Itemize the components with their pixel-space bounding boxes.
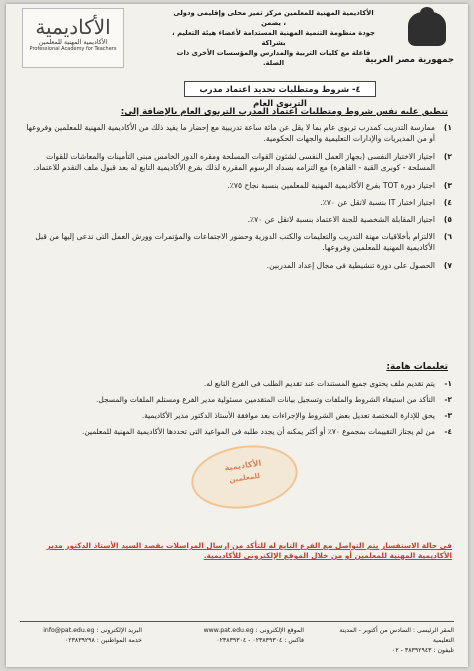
section-title: ٤- شروط ومتطلبات تجديد اعتماد مدرب التربوى العام — [184, 81, 376, 97]
footer-email-block — [20, 626, 142, 646]
note-number: ٢- — [444, 395, 452, 404]
important-notes-list — [22, 379, 452, 443]
requirement-text: الحصول على دورة تنشيطية فى مجال إعداد المدربين. — [266, 261, 435, 270]
footer-address: المقر الرئيسى : السادس من أكتوبر - المدينة التعليمية — [339, 627, 454, 644]
letterhead — [6, 4, 468, 72]
academy-logo — [22, 8, 124, 68]
requirement-text: الالتزام بأخلاقيات مهنة التدريب والتعليمات والكتب الدورية وحضور الاجتماعات والمؤتمرات وورش العمل التى تدعى إليها من قبل الأكاديمية المهنية للمعلمين وفروعها. — [35, 232, 435, 252]
requirements-list — [22, 122, 452, 277]
requirement-item — [22, 260, 452, 271]
note-number: ٤- — [444, 427, 452, 436]
requirement-item — [22, 122, 452, 144]
footer-hotline: خدمة المواطنين : ٠٢٣٨٣٩٢٩٨ — [64, 637, 142, 644]
intro-line: جودة منظومة التنمية المهنية المستدامة لأعضاء هيئة التعليم ، بشراكة — [172, 29, 375, 47]
note-text: التأكد من استيفاء الشروط والملفات وتسجيل بيانات المتقدمين مسئولية مدير الفرع ومستلم الملفات والمسجل. — [96, 395, 435, 404]
academy-logo-mark: الأكاديمية — [35, 15, 111, 39]
requirement-item — [22, 180, 452, 191]
academy-logo-english: Professional Academy for Teachers — [29, 46, 117, 52]
intro-line: فاعلة مع كليات التربية والمدارس والمؤسسات الأخرى ذات الصلة. — [176, 49, 371, 67]
requirement-number: ٦) — [443, 232, 452, 241]
requirement-item — [22, 151, 452, 173]
section-subtitle: تنطبق عليه نفس شروط ومتطلبات اعتماد المدرب التربوى العام بالإضافة إلى: — [120, 107, 448, 117]
requirement-number: ٧) — [443, 261, 452, 270]
academy-intro — [171, 8, 376, 68]
footer-divider — [20, 621, 454, 622]
footer-fax: فاكس : ٠٢٣٨٣٩٣٠٤ - ٠٢٣٨٣٩٣٠٤ — [216, 637, 304, 644]
requirement-text: ممارسة التدريب كمدرب تربوى عام بما لا يقل عن مائة ساعة تدريبية مع إحضار ما يفيد ذلك من الأكاديمية المهنية للمعلمين وفروعها أو من المديريات والإدارات التعليمية والجهات الحكومية. — [26, 123, 435, 143]
footer-web-block — [178, 626, 304, 646]
academy-logo-arabic: الأكاديمية المهنية للمعلمين — [38, 39, 108, 46]
requirement-number: ١) — [443, 123, 452, 132]
footer-phone: تليفون : ٣٨٣٩٢٩٤٣ - ٠٢ — [392, 647, 454, 654]
note-number: ١- — [444, 379, 452, 388]
requirement-number: ٢) — [443, 152, 452, 161]
stamp-line: للمعلمين — [228, 471, 261, 485]
requirement-number: ٥) — [443, 215, 452, 224]
stamp-line: الأكاديمية — [223, 458, 262, 473]
requirement-text: اجتياز المقابلة الشخصية للجنة الاعتماد بنسبة لاتقل عن ٧٠٪. — [247, 215, 435, 224]
requirement-text: اجتياز الاختبار النفسى (بجهاز العمل النفسى لشئون القوات المسلحة ومقره الدور الخامس مبنى التأمينات والمعاشات للقوات المسلحة - كوبرى القبة - القاهرة) مع التزامه بسداد الرسوم المقررة لذلك بفرع الأكاديمية التابع له بعد قبول ملف التقدم للاعتماد. — [33, 152, 435, 172]
requirement-item — [22, 197, 452, 208]
intro-line: الأكاديمية المهنية للمعلمين مركز تميز محلى وإقليمى ودولى ، يضمن — [173, 9, 374, 27]
notes-title: تعليمات هامة: — [386, 362, 448, 372]
country-name: جمهورية مصر العربية — [365, 55, 454, 65]
note-item — [22, 395, 452, 405]
faint-stamp — [187, 439, 302, 515]
footer-address-block — [330, 626, 454, 656]
note-item — [22, 411, 452, 421]
requirement-item — [22, 231, 452, 253]
note-item — [22, 379, 452, 389]
note-text: يتم تقديم ملف يحتوى جميع المستندات عند تقديم الطلب فى الفرع التابع له. — [203, 379, 435, 388]
footer-website[interactable]: الموقع الإلكترونى : www.pat.edu.eg — [203, 627, 304, 634]
note-item — [22, 427, 452, 437]
requirement-number: ٣) — [443, 181, 452, 190]
contact-closing-note: فى حالة الاستفسار يتم التواصل مع الفرع التابع له للتأكد من إرسال المراسلات بقصد السيد الأستاذ الدكتور مدير الأكاديمية المهنية للمعلمين أو من خلال الموقع الإلكترونى للأكاديمية. — [46, 541, 452, 560]
requirement-number: ٤) — [443, 198, 452, 207]
footer-email[interactable]: البريد الإلكترونى : info@pat.edu.eg — [43, 627, 142, 634]
egypt-eagle-logo — [408, 12, 446, 46]
document-page — [6, 4, 468, 667]
note-text: يحق للإدارة المختصة تعديل بعض الشروط والإجراءات بعد موافقة الأستاذ الدكتور مدير الأكاديمية. — [141, 411, 435, 420]
requirement-text: اجتياز اختبار IT بنسبة لاتقل عن ٧٠٪. — [320, 198, 435, 207]
requirement-text: اجتياز دورة TOT بفرع الأكاديمية المهنية للمعلمين بنسبة نجاح ٧٥٪. — [227, 181, 435, 190]
note-number: ٣- — [444, 411, 452, 420]
note-text: من لم يجتاز التقييمات بمجموع ٧٠٪ أو أكثر يمكنه أن يجدد طلبه فى المواعيد التى تحددها الأكاديمية المهنية للمعلمين. — [82, 427, 435, 436]
requirement-item — [22, 214, 452, 225]
